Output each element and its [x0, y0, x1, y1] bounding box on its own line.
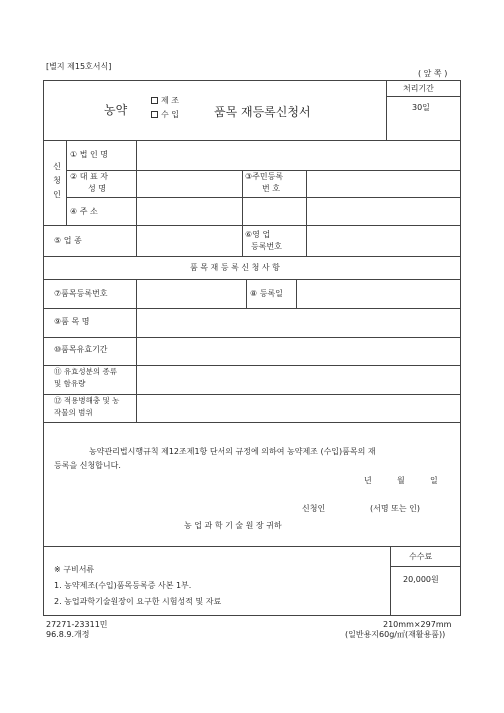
date-year-label: 년: [364, 476, 372, 485]
fee-value: 20,000원: [403, 575, 439, 584]
divider: [242, 170, 243, 256]
divider: [44, 279, 460, 280]
option-manufacture[interactable]: [151, 97, 179, 105]
divider: [66, 140, 67, 225]
attachment-item-1: 1. 농약제조(수입)품목등록증 사본 1부.: [54, 581, 192, 590]
divider: [44, 546, 460, 547]
date-day-label: 일: [430, 476, 438, 485]
signature-label: (서명 또는 인): [370, 504, 420, 513]
revision-date: 96.8.9.개정: [46, 630, 90, 639]
divider: [44, 140, 460, 141]
paper-type: (일반용지60g/㎡(재활용품)): [345, 630, 446, 639]
product-name-label: ⑨품 목 명: [54, 317, 90, 326]
business-type-label: ⑤ 업 종: [54, 236, 82, 245]
address-label: ④ 주 소: [70, 207, 98, 216]
product-reg-number-label: ⑦품목등록번호: [54, 289, 108, 298]
divider: [44, 337, 460, 338]
declaration-line-2: 등록을 신청합니다.: [54, 461, 121, 470]
option-import-label: 수 입: [161, 110, 179, 119]
divider: [44, 365, 460, 366]
title-prefix: 농약: [104, 103, 128, 117]
paper-size: 210mm×297mm: [383, 620, 452, 629]
registration-date-label: ⑧ 등록일: [250, 289, 283, 298]
option-import[interactable]: [151, 111, 179, 119]
divider: [136, 225, 137, 256]
page-side-label: ( 앞 쪽 ): [418, 69, 448, 78]
divider: [44, 422, 460, 423]
divider: [386, 81, 387, 140]
divider: [44, 256, 460, 257]
active-ingredient-sub-label: 및 함유량: [54, 379, 86, 388]
divider: [390, 546, 391, 616]
processing-value: 30일: [412, 103, 430, 112]
addressee: 농 업 과 학 기 술 원 장 귀하: [184, 521, 282, 530]
processing-label: 처리기간: [403, 84, 434, 93]
corp-name-label: ① 법 인 명: [70, 150, 108, 159]
divider: [136, 279, 137, 422]
attachments-heading: ※ 구비서류: [54, 565, 95, 574]
checkbox-icon: [151, 111, 158, 118]
divider: [44, 308, 460, 309]
section-title: 품 목 재 등 록 신 청 사 항: [190, 263, 280, 272]
fee-label: 수수료: [409, 552, 433, 561]
active-ingredient-label: ⑪ 유효성분의 종류: [54, 367, 117, 376]
representative-name-label: 성 명: [88, 184, 106, 193]
validity-period-label: ⑩품목유효기간: [54, 345, 108, 354]
divider: [44, 394, 460, 395]
divider: [44, 225, 460, 226]
form-number: [별지 제15호서식]: [46, 62, 112, 71]
attachment-item-2: 2. 농업과학기술원장이 요구한 시험성적 및 자료: [54, 597, 222, 606]
divider: [66, 197, 460, 198]
form-title: 품목 재등록신청서: [214, 105, 311, 119]
divider: [296, 279, 297, 308]
option-manufacture-label: 제 조: [161, 96, 179, 105]
divider: [136, 140, 137, 225]
checkbox-icon: [151, 97, 158, 104]
date-month-label: 월: [397, 476, 405, 485]
application-scope-sub-label: 작물의 범위: [54, 408, 93, 417]
divider: [386, 96, 460, 97]
divider: [306, 170, 307, 256]
business-reg-label: ⑥영 업: [245, 230, 271, 239]
declaration-line-1: 농약관리법시행규칙 제12조제1항 단서의 규정에 의하여 농약제조 (수입)품목의 재: [89, 447, 376, 456]
divider: [246, 279, 247, 308]
divider: [390, 566, 460, 567]
form-code: 27271-23311민: [46, 620, 108, 629]
resident-number-label: ③주민등록: [245, 172, 284, 181]
application-scope-label: ⑫ 적용병해충 및 농: [54, 396, 120, 405]
resident-number-sub-label: 번 호: [262, 184, 280, 193]
representative-label: ② 대 표 자: [70, 172, 108, 181]
business-reg-number-label: 등록번호: [251, 242, 282, 251]
divider: [66, 170, 460, 171]
applicant-group-label: 신청인: [53, 162, 61, 199]
applicant-sign-label: 신청인: [302, 504, 326, 513]
